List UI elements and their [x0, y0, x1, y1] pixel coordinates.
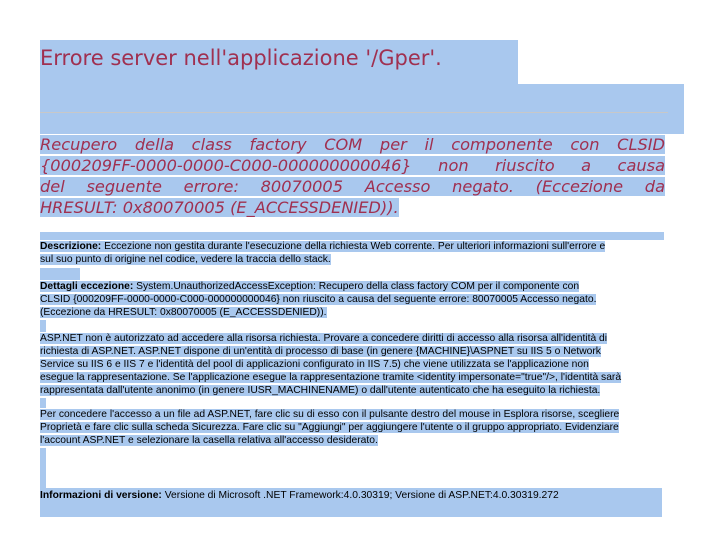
aspnet-text-line: richiesta di ASP.NET. ASP.NET dispone di un'entità di processo di base (in genere {MACHINE}\ASPNET su IIS 5 o Network	[40, 346, 601, 357]
description-section	[40, 240, 664, 266]
selection-gap	[40, 268, 80, 280]
exception-message	[40, 134, 665, 218]
version-label: Informazioni di versione:	[40, 490, 162, 501]
exception-details-section	[40, 280, 664, 319]
version-info	[40, 488, 662, 517]
selection-gap	[40, 84, 684, 134]
aspnet-explanation	[40, 332, 670, 397]
selection-gap	[40, 448, 46, 488]
description-text: sul suo punto di origine nel codice, vedere la traccia dello stack.	[40, 254, 331, 265]
permissions-text-line: l'account ASP.NET e selezionare la casella relativa all'accesso desiderato.	[40, 435, 378, 446]
version-text: Versione di Microsoft .NET Framework:4.0.30319; Versione di ASP.NET:4.0.30319.272	[161, 490, 559, 501]
permissions-text-line: Proprietà e fare clic sulla scheda Sicurezza. Fare clic su "Aggiungi" per aggiungere l'utente o il gruppo appropriato. Evidenziare	[40, 422, 619, 433]
aspnet-text-line: rappresentata dall'utente anonimo (in genere IUSR_MACHINENAME) o dall'utente autenticato che ha eseguito la richiesta.	[40, 385, 601, 396]
exception-line: del seguente errore: 80070005 Accesso negato. (Eccezione da	[40, 177, 665, 196]
exception-line: Recupero della class factory COM per il componente con CLSID	[40, 135, 665, 154]
exception-details-text: (Eccezione da HRESULT: 0x80070005 (E_ACCESSDENIED)).	[40, 307, 327, 318]
exception-details-text: System.UnauthorizedAccessException: Recupero della class factory COM per il componente con	[133, 281, 580, 292]
permissions-text-line: Per concedere l'accesso a un file ad ASP.NET, fare clic su di esso con il pulsante destro del mouse in Esplora risorse, scegliere	[40, 409, 620, 420]
aspnet-text-line: ASP.NET non è autorizzato ad accedere alla risorsa richiesta. Provare a concedere diritti di accesso alla risorsa all'identità di	[40, 333, 608, 344]
description-text: Eccezione non gestita durante l'esecuzione della richiesta Web corrente. Per ulteriori informazioni sull'errore e	[101, 241, 606, 252]
permissions-instructions	[40, 408, 670, 447]
selection-gap	[40, 320, 46, 332]
selection-gap	[40, 232, 664, 240]
horizontal-rule	[40, 112, 668, 113]
exception-details-text: CLSID {000209FF-0000-0000-C000-000000000046} non riuscito a causa del seguente errore: 80070005 Accesso negato.	[40, 294, 597, 305]
selection-gap	[40, 398, 46, 408]
exception-line: HRESULT: 0x80070005 (E_ACCESSDENIED)).	[40, 198, 399, 217]
description-label: Descrizione:	[40, 241, 102, 252]
aspnet-text-line: Service su IIS 6 e IIS 7 e l'identità del pool di applicazioni configurato in IIS 7.5) che viene utilizzata se l'applicazione non	[40, 359, 589, 370]
exception-details-label: Dettagli eccezione:	[40, 281, 134, 292]
page-title: Errore server nell'applicazione '/Gper'.	[40, 40, 518, 84]
aspnet-text-line: esegue la rappresentazione. Se l'applicazione esegue la rappresentazione tramite <identity impersonate="true"/>, l'identità sarà	[40, 372, 622, 383]
exception-line: {000209FF-0000-0000-C000-000000000046} non riuscito a causa	[40, 156, 665, 175]
